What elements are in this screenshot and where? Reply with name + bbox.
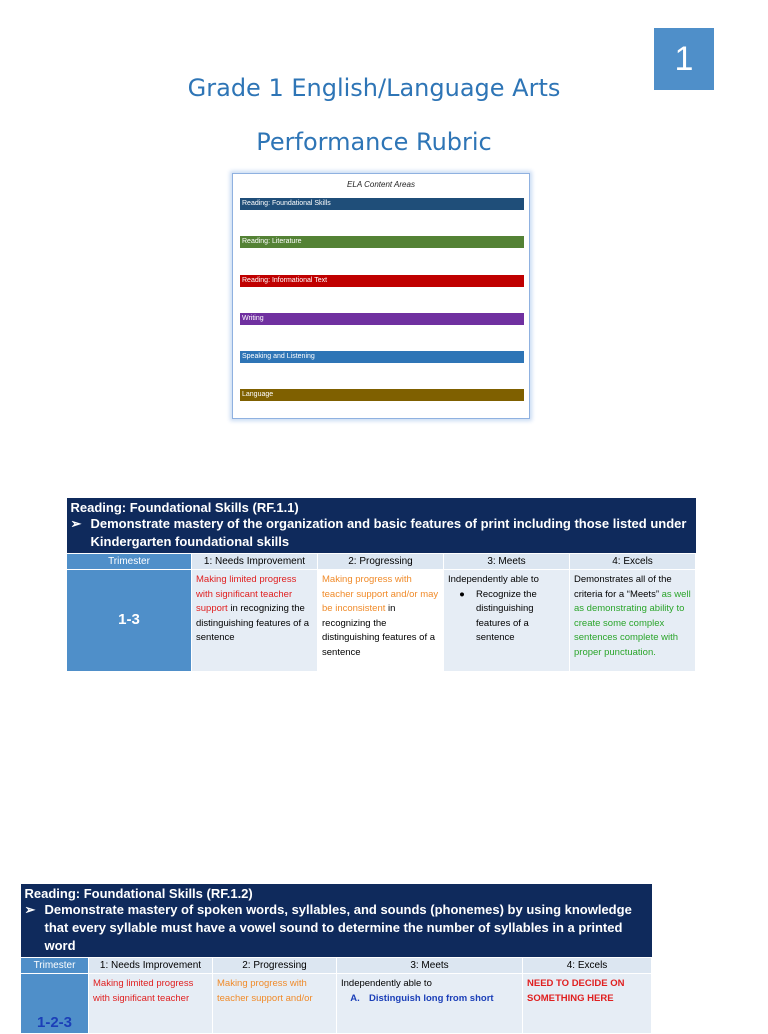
rubric-table-rf-1-2 — [20, 884, 652, 1034]
progressing-cell: Making progress with teacher support and/or may be inconsistent in recognizing the distinguishing features of a sentence — [318, 570, 444, 672]
table-row — [67, 570, 696, 672]
excels-cell: NEED TO DECIDE ON SOMETHING HERE — [523, 974, 652, 1034]
excels-cell: Demonstrates all of the criteria for a “Meets” as well as demonstrating ability to create some complex sentences complete with proper punctuation. — [570, 570, 696, 672]
column-header-row — [67, 554, 696, 570]
ela-box-title: ELA Content Areas — [347, 180, 415, 189]
standard-text: Demonstrate mastery of spoken words, syllables, and sounds (phonemes) by using knowledge that every syllable must have a vowel sound to determine the number of syllables in a printed word — [44, 902, 632, 953]
page-title: Grade 1 English/Language Arts — [187, 74, 561, 102]
standard-bullet — [71, 515, 692, 551]
progressing-cell: Making progress with teacher support and/or — [213, 974, 337, 1034]
area-bar-language: Language — [240, 389, 524, 401]
col-header-trimester: Trimester — [67, 554, 192, 570]
col-header-progressing: 2: Progressing — [213, 958, 337, 974]
standard-bullet — [25, 901, 648, 955]
area-bar-writing: Writing — [240, 313, 524, 325]
rubric-header — [67, 498, 696, 554]
trimester-cell: 1-2-3 — [21, 974, 89, 1034]
col-header-needs-improvement: 1: Needs Improvement — [89, 958, 213, 974]
area-bar-foundational-skills: Reading: Foundational Skills — [240, 198, 524, 210]
col-header-trimester: Trimester — [21, 958, 89, 974]
col-header-needs-improvement: 1: Needs Improvement — [192, 554, 318, 570]
needs-improvement-cell: Making limited progress with significant teacher — [89, 974, 213, 1034]
area-bar-informational-text: Reading: Informational Text — [240, 275, 524, 287]
col-header-excels: 4: Excels — [523, 958, 652, 974]
area-bar-speaking-listening: Speaking and Listening — [240, 351, 524, 363]
col-header-meets: 3: Meets — [337, 958, 523, 974]
page-subtitle: Performance Rubric — [256, 128, 492, 156]
meets-cell: Independently able to ● Recognize the distinguishing features of a sentence — [444, 570, 570, 672]
rubric-header — [21, 884, 652, 958]
rubric-title: Reading: Foundational Skills (RF.1.2) — [24, 886, 253, 901]
arrow-bullet-icon: ➢ — [24, 902, 36, 917]
rubric-title: Reading: Foundational Skills (RF.1.1) — [70, 500, 299, 515]
table-row — [21, 974, 652, 1034]
col-header-excels: 4: Excels — [570, 554, 696, 570]
arrow-bullet-icon: ➢ — [70, 516, 82, 531]
standard-text: Demonstrate mastery of the organization and basic features of print including those listed under Kindergarten foundational skills — [90, 516, 687, 549]
column-header-row — [21, 958, 652, 974]
rubric-table-rf-1-1 — [66, 498, 696, 672]
meets-cell: Independently able to A. Distinguish long from short — [337, 974, 523, 1034]
col-header-meets: 3: Meets — [444, 554, 570, 570]
page-number-badge: 1 — [654, 28, 714, 90]
bullet-icon: ● — [459, 588, 465, 600]
trimester-cell: 1-3 — [67, 570, 192, 672]
col-header-progressing: 2: Progressing — [318, 554, 444, 570]
needs-improvement-cell: Making limited progress with significant teacher support in recognizing the distinguishing features of a sentence — [192, 570, 318, 672]
list-marker: A. — [350, 992, 360, 1004]
ela-content-areas-box — [232, 173, 530, 419]
area-bar-literature: Reading: Literature — [240, 236, 524, 248]
